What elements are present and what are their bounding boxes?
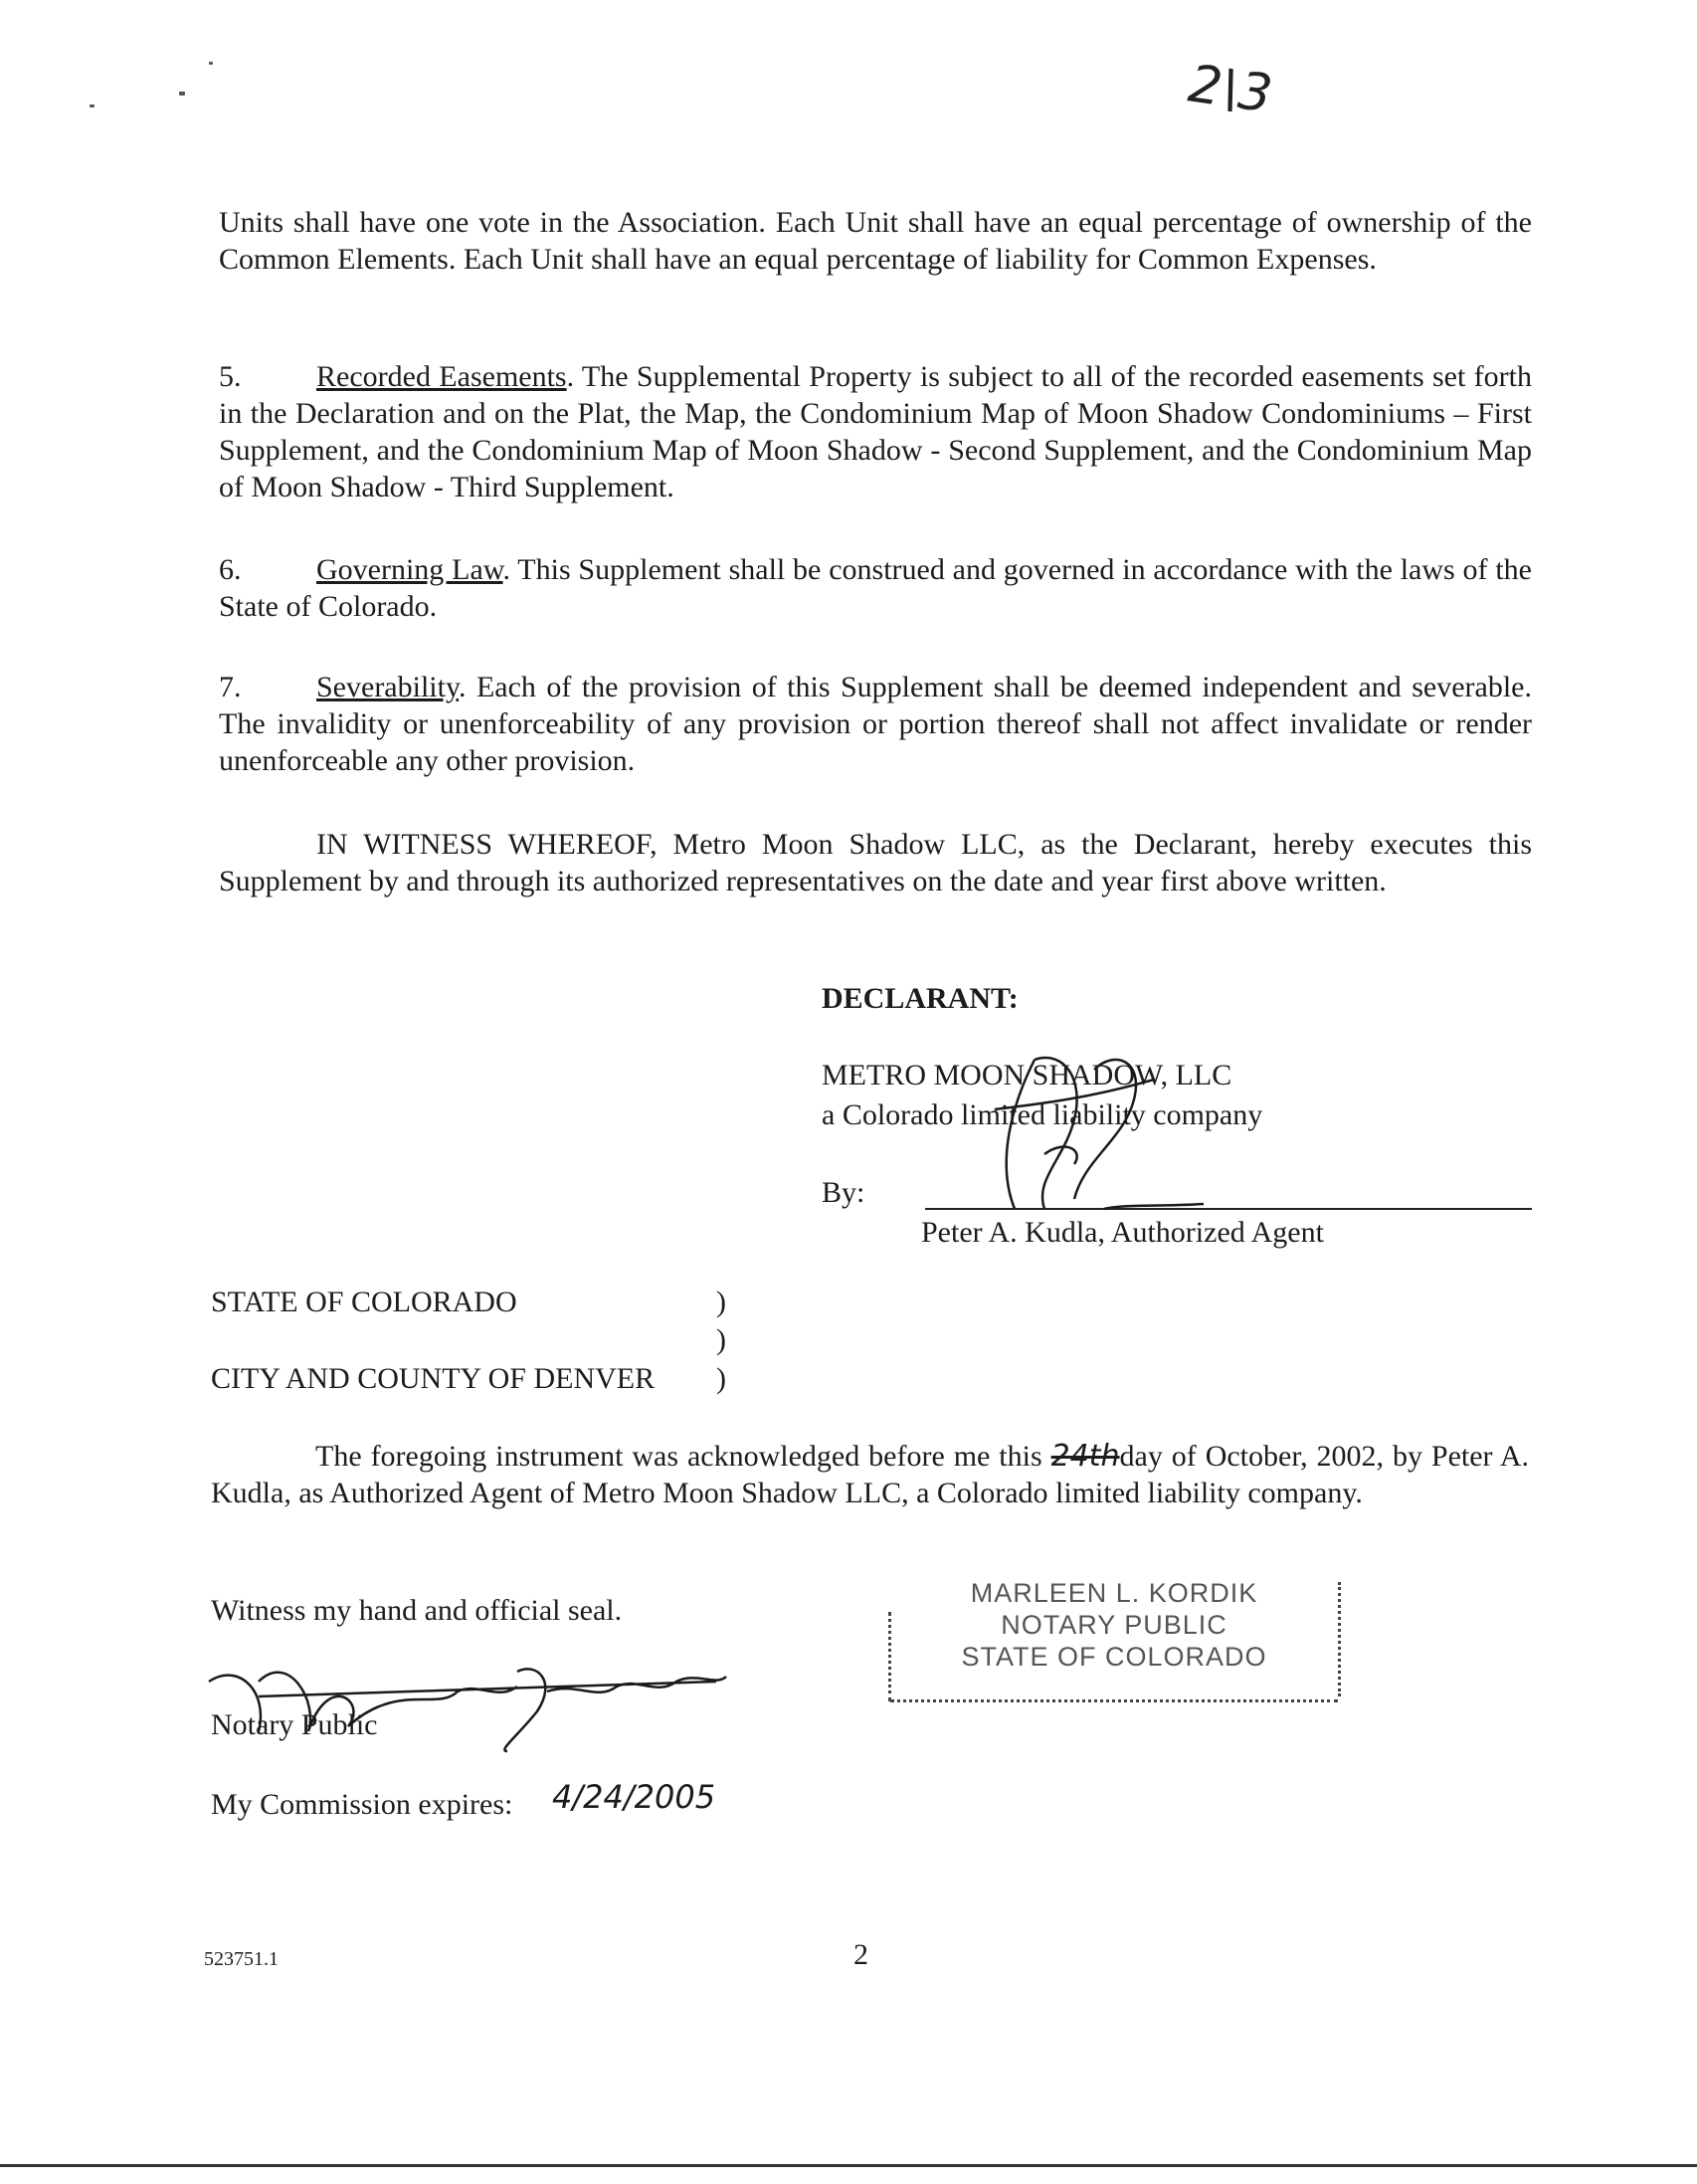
declarant-company: METRO MOON SHADOW, LLC bbox=[822, 1059, 1232, 1092]
document-id: 523751.1 bbox=[204, 1948, 279, 1970]
section-text: . The Supplemental Property is subject to all of the recorded easements set forth in the Declaration and on the Plat, the Map, the Condominium Map of Moon Shadow Condominiums – First Supplement, and the Condominium Map of Moon Shadow - Second Supplement, and the Condominium Map of Moon Shadow - Third Supplement. bbox=[219, 360, 1532, 503]
section-number: 5. bbox=[219, 360, 242, 393]
commission-label: My Commission expires: bbox=[211, 1788, 513, 1821]
declarant-label: DECLARANT: bbox=[822, 982, 1019, 1015]
section-heading: Governing Law bbox=[316, 553, 503, 586]
paragraph-4-continuation: Units shall have one vote in the Association. Each Unit shall have an equal percentage of ownership of the Common Elements. Each Unit shall have an equal percentage of liability for Common Expenses. bbox=[219, 206, 1532, 276]
declarant-signatory: Peter A. Kudla, Authorized Agent bbox=[921, 1216, 1324, 1249]
scan-speck bbox=[90, 104, 94, 107]
venue-county: CITY AND COUNTY OF DENVER bbox=[211, 1362, 656, 1395]
stamp-title: NOTARY PUBLIC bbox=[1001, 1610, 1227, 1640]
scan-speck bbox=[179, 92, 185, 96]
venue-state: STATE OF COLORADO bbox=[211, 1286, 517, 1318]
notary-stamp bbox=[890, 1577, 1338, 1701]
section-text: . Each of the provision of this Supplement shall be deemed independent and severable. The invalidity or unenforceability of any provision or portion thereof shall not affect invalidate or render unenforceable any other provision. bbox=[219, 671, 1532, 777]
declarant-company-type: a Colorado limited liability company bbox=[822, 1098, 1263, 1131]
section-5 bbox=[219, 358, 1532, 505]
section-number: 6. bbox=[219, 553, 242, 586]
stamp-state: STATE OF COLORADO bbox=[961, 1642, 1267, 1672]
page-number: 2 bbox=[853, 1938, 868, 1971]
venue-bracket: ) bbox=[716, 1323, 726, 1356]
section-text: . This Supplement shall be construed and governed in accordance with the laws of the State of Colorado. bbox=[219, 553, 1532, 623]
by-label: By: bbox=[822, 1176, 865, 1209]
section-heading: Recorded Easements bbox=[316, 360, 567, 393]
venue-bracket: ) bbox=[716, 1286, 726, 1318]
venue-bracket: ) bbox=[716, 1362, 726, 1395]
acknowledgment: The foregoing instrument was acknowledged before me this 24thday of October, 2002, by Peter A. Kudla, as Authorized Agent of Metro Moon Shadow LLC, a Colorado limited liability company. bbox=[211, 1439, 1529, 1509]
section-7 bbox=[219, 669, 1532, 779]
scan-edge bbox=[0, 2164, 1697, 2167]
scan-speck bbox=[209, 62, 213, 65]
stamp-name: MARLEEN L. KORDIK bbox=[970, 1578, 1258, 1608]
section-number: 7. bbox=[219, 671, 242, 703]
commission-date: 4/24/2005 bbox=[552, 1778, 716, 1816]
declarant-signature bbox=[975, 1040, 1204, 1229]
stamp-border bbox=[1338, 1582, 1341, 1696]
section-6 bbox=[219, 551, 1532, 625]
acknowledgment-day: 24th bbox=[1050, 1439, 1120, 1474]
stamp-border bbox=[890, 1699, 1338, 1702]
section-heading: Severability bbox=[316, 671, 460, 703]
witness-clause: IN WITNESS WHEREOF, Metro Moon Shadow LLC, as the Declarant, hereby executes this Supplement by and through its authorized representatives on the date and year first above written. bbox=[219, 828, 1532, 897]
handwritten-page-mark: 2\3 bbox=[1185, 54, 1276, 125]
notary-signature-label: Notary Public bbox=[211, 1708, 378, 1741]
stamp-border bbox=[888, 1612, 891, 1701]
witness-line: Witness my hand and official seal. bbox=[211, 1594, 623, 1627]
